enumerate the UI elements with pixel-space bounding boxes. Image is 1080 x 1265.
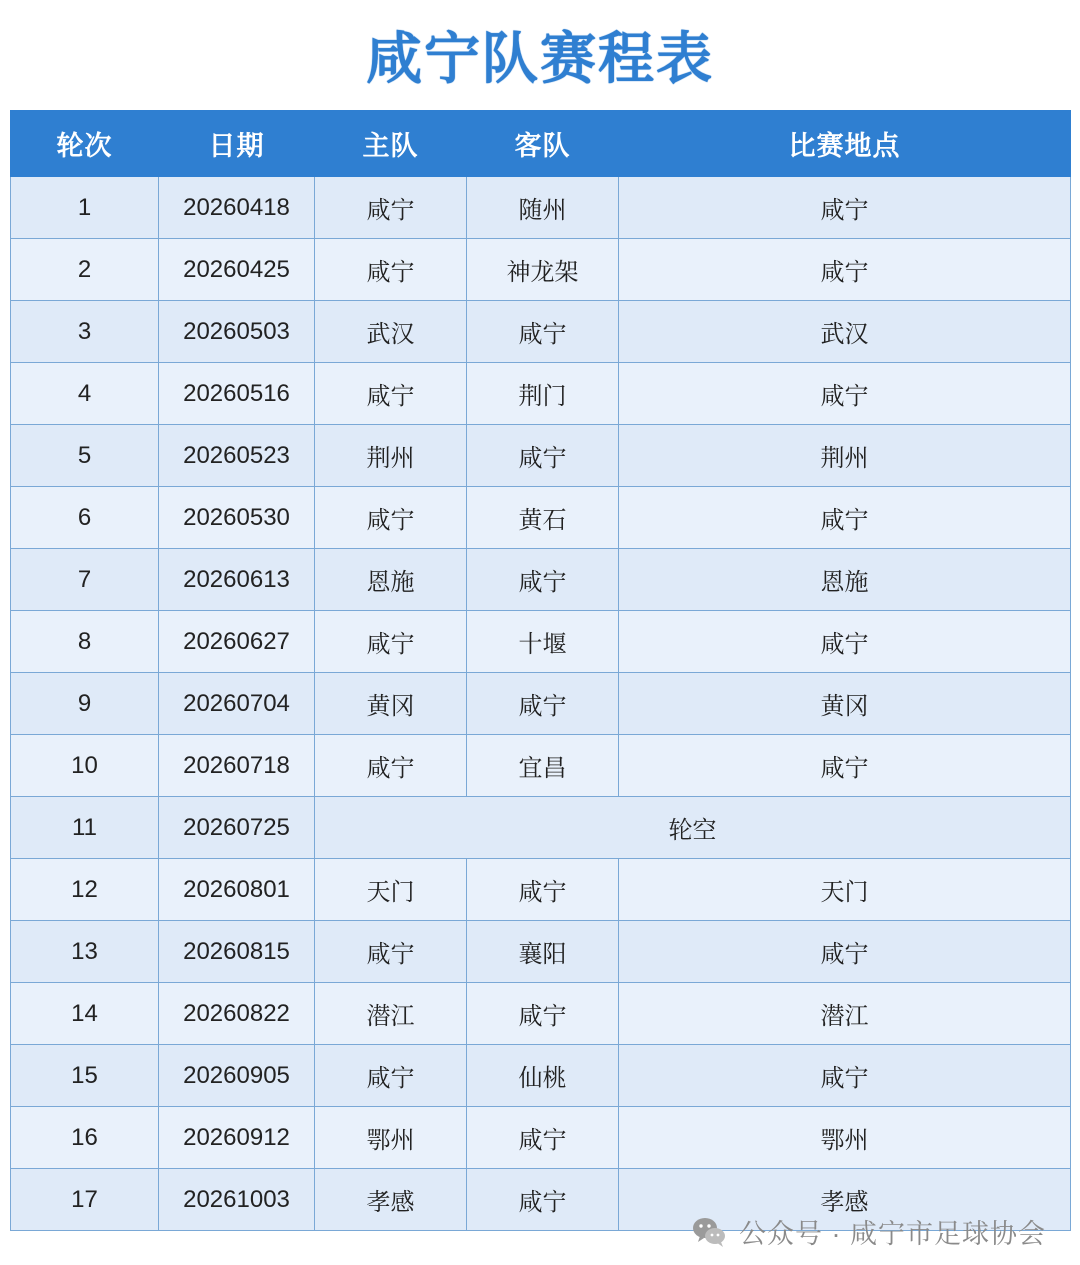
cell-away-team: 十堰 <box>467 611 619 673</box>
cell-venue: 孝感 <box>619 1169 1071 1231</box>
cell-date: 20260523 <box>159 425 315 487</box>
cell-date: 20260718 <box>159 735 315 797</box>
column-header-round: 轮次 <box>11 111 159 177</box>
cell-round: 5 <box>11 425 159 487</box>
table-row <box>11 425 1071 487</box>
cell-away-team: 襄阳 <box>467 921 619 983</box>
cell-round: 4 <box>11 363 159 425</box>
table-row <box>11 1107 1071 1169</box>
cell-date: 20260503 <box>159 301 315 363</box>
column-header-home: 主队 <box>315 111 467 177</box>
cell-home-team: 咸宁 <box>315 363 467 425</box>
cell-round: 11 <box>11 797 159 859</box>
cell-venue: 武汉 <box>619 301 1071 363</box>
table-row <box>11 797 1071 859</box>
cell-date: 20260912 <box>159 1107 315 1169</box>
cell-round: 13 <box>11 921 159 983</box>
cell-away-team: 咸宁 <box>467 1107 619 1169</box>
cell-bye: 轮空 <box>315 797 1071 859</box>
cell-date: 20260822 <box>159 983 315 1045</box>
cell-date: 20260627 <box>159 611 315 673</box>
cell-venue: 荆州 <box>619 425 1071 487</box>
cell-date: 20260905 <box>159 1045 315 1107</box>
table-header-row <box>11 111 1071 177</box>
cell-home-team: 咸宁 <box>315 735 467 797</box>
table-row <box>11 239 1071 301</box>
cell-round: 9 <box>11 673 159 735</box>
table-row <box>11 921 1071 983</box>
cell-home-team: 天门 <box>315 859 467 921</box>
cell-away-team: 随州 <box>467 177 619 239</box>
table-row <box>11 487 1071 549</box>
cell-venue: 咸宁 <box>619 177 1071 239</box>
table-row <box>11 177 1071 239</box>
cell-round: 6 <box>11 487 159 549</box>
cell-away-team: 宜昌 <box>467 735 619 797</box>
cell-venue: 咸宁 <box>619 611 1071 673</box>
page-title: 咸宁队赛程表 <box>366 27 714 90</box>
cell-home-team: 潜江 <box>315 983 467 1045</box>
column-header-away: 客队 <box>467 111 619 177</box>
cell-away-team: 咸宁 <box>467 673 619 735</box>
cell-date: 20260418 <box>159 177 315 239</box>
cell-round: 14 <box>11 983 159 1045</box>
cell-home-team: 咸宁 <box>315 177 467 239</box>
cell-home-team: 黄冈 <box>315 673 467 735</box>
cell-date: 20260801 <box>159 859 315 921</box>
cell-round: 16 <box>11 1107 159 1169</box>
cell-round: 15 <box>11 1045 159 1107</box>
cell-date: 20260815 <box>159 921 315 983</box>
table-header <box>11 111 1071 177</box>
cell-home-team: 荆州 <box>315 425 467 487</box>
cell-round: 17 <box>11 1169 159 1231</box>
cell-date: 20260425 <box>159 239 315 301</box>
cell-round: 12 <box>11 859 159 921</box>
cell-venue: 潜江 <box>619 983 1071 1045</box>
cell-round: 8 <box>11 611 159 673</box>
cell-away-team: 神龙架 <box>467 239 619 301</box>
cell-home-team: 孝感 <box>315 1169 467 1231</box>
cell-venue: 咸宁 <box>619 487 1071 549</box>
cell-date: 20260613 <box>159 549 315 611</box>
cell-venue: 咸宁 <box>619 363 1071 425</box>
table-row <box>11 363 1071 425</box>
cell-home-team: 咸宁 <box>315 239 467 301</box>
table-row <box>11 549 1071 611</box>
cell-round: 2 <box>11 239 159 301</box>
table-row <box>11 673 1071 735</box>
cell-venue: 黄冈 <box>619 673 1071 735</box>
cell-away-team: 荆门 <box>467 363 619 425</box>
cell-venue: 天门 <box>619 859 1071 921</box>
cell-away-team: 咸宁 <box>467 859 619 921</box>
cell-date: 20260725 <box>159 797 315 859</box>
cell-away-team: 咸宁 <box>467 1169 619 1231</box>
table-row <box>11 1045 1071 1107</box>
cell-venue: 恩施 <box>619 549 1071 611</box>
cell-away-team: 仙桃 <box>467 1045 619 1107</box>
cell-away-team: 咸宁 <box>467 983 619 1045</box>
cell-venue: 咸宁 <box>619 921 1071 983</box>
cell-away-team: 咸宁 <box>467 301 619 363</box>
cell-home-team: 恩施 <box>315 549 467 611</box>
cell-home-team: 鄂州 <box>315 1107 467 1169</box>
table-row <box>11 611 1071 673</box>
table-body <box>11 177 1071 1231</box>
schedule-table <box>10 110 1071 1231</box>
cell-venue: 鄂州 <box>619 1107 1071 1169</box>
cell-home-team: 武汉 <box>315 301 467 363</box>
cell-home-team: 咸宁 <box>315 1045 467 1107</box>
cell-venue: 咸宁 <box>619 735 1071 797</box>
column-header-venue: 比赛地点 <box>619 111 1071 177</box>
cell-home-team: 咸宁 <box>315 611 467 673</box>
table-row <box>11 1169 1071 1231</box>
cell-date: 20260516 <box>159 363 315 425</box>
column-header-date: 日期 <box>159 111 315 177</box>
cell-round: 3 <box>11 301 159 363</box>
cell-round: 10 <box>11 735 159 797</box>
cell-home-team: 咸宁 <box>315 487 467 549</box>
table-row <box>11 859 1071 921</box>
cell-venue: 咸宁 <box>619 1045 1071 1107</box>
table-row <box>11 983 1071 1045</box>
cell-date: 20260704 <box>159 673 315 735</box>
table-row <box>11 735 1071 797</box>
cell-date: 20260530 <box>159 487 315 549</box>
cell-home-team: 咸宁 <box>315 921 467 983</box>
cell-round: 1 <box>11 177 159 239</box>
cell-away-team: 咸宁 <box>467 549 619 611</box>
cell-away-team: 咸宁 <box>467 425 619 487</box>
cell-venue: 咸宁 <box>619 239 1071 301</box>
table-row <box>11 301 1071 363</box>
cell-date: 20261003 <box>159 1169 315 1231</box>
watermark-text: 公众号 · 咸宁市足球协会 <box>739 1219 1046 1249</box>
cell-round: 7 <box>11 549 159 611</box>
cell-away-team: 黄石 <box>467 487 619 549</box>
